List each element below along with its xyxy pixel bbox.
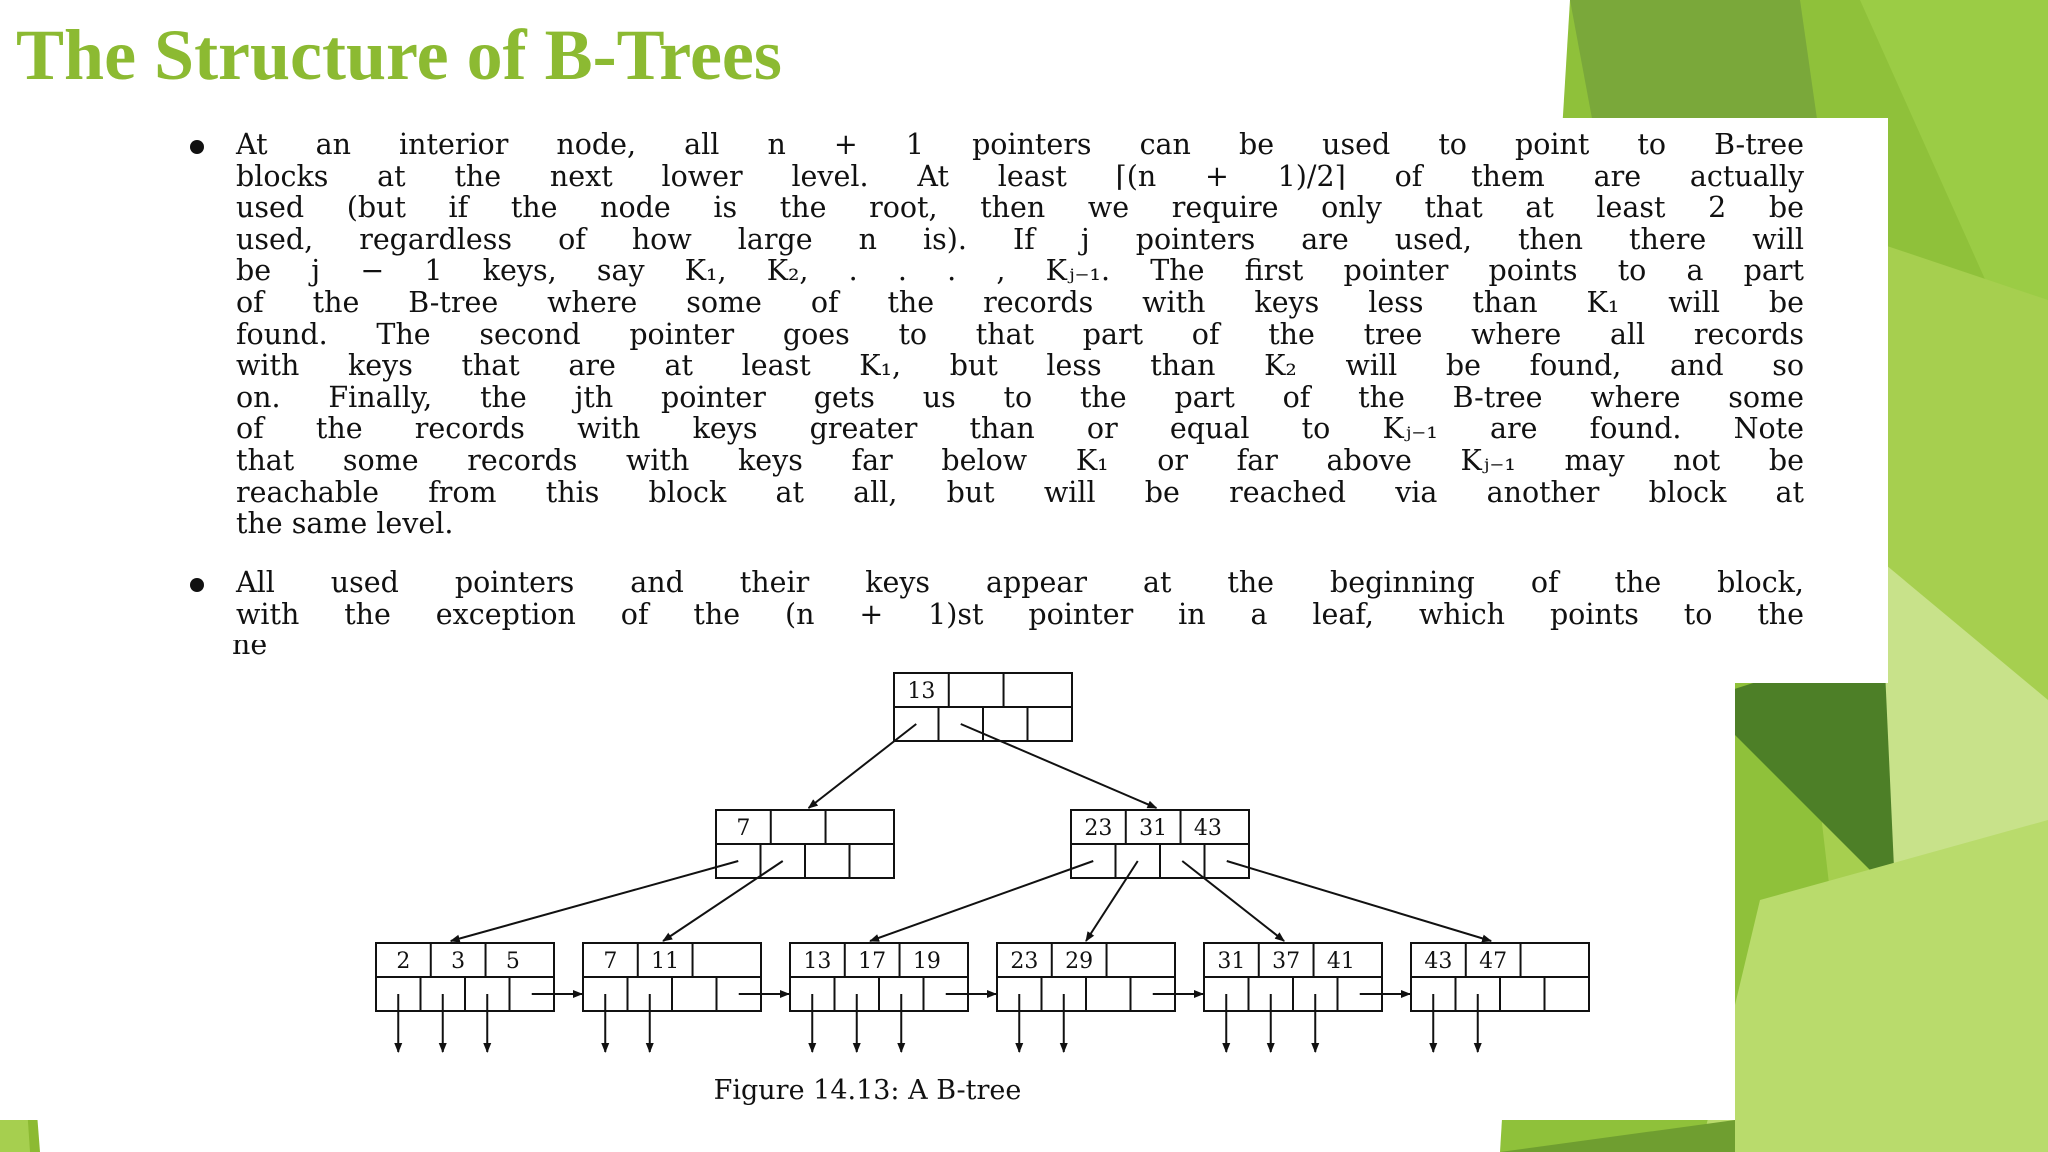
paragraph-line: found. The second pointer goes to that part of the tree where all records <box>236 317 1804 351</box>
leaf-node <box>376 943 554 1011</box>
node-key: 31 <box>1139 816 1168 841</box>
node-key: 43 <box>1193 816 1222 841</box>
node-key: 7 <box>603 949 618 974</box>
paragraph-line: the same level. <box>236 507 454 541</box>
figure-caption: Figure 14.13: A B-tree <box>713 1075 1022 1106</box>
node-key: 23 <box>1010 949 1039 974</box>
btree-figure <box>0 640 1735 1120</box>
paragraph-line: blocks at the next lower level. At least ⌈(n + 1)/2⌉ of them are actually <box>236 159 1804 193</box>
node-key: 23 <box>1084 816 1113 841</box>
node-key: 43 <box>1424 949 1453 974</box>
paragraph-line: used (but if the node is the root, then we require only that at least 2 be <box>236 191 1804 225</box>
node-key: 29 <box>1065 949 1094 974</box>
paragraph-line: reachable from this block at all, but will be reached via another block at <box>236 475 1804 509</box>
pointer-arrow <box>1227 861 1491 941</box>
leaf-node <box>790 943 968 1011</box>
interior-node <box>716 810 894 878</box>
bullet-paragraph-1 <box>236 129 1804 540</box>
cut-off-text: ne <box>232 640 268 660</box>
paragraph-line: on. Finally, the jth pointer gets us to the part of the B-tree where some <box>236 380 1804 414</box>
paragraph-line: with keys that are at least K₁, but less than K₂ will be found, and so <box>236 349 1804 383</box>
node-key: 7 <box>736 816 751 841</box>
root-node <box>894 673 1072 741</box>
paragraph-line: of the records with keys greater than or equal to Kⱼ₋₁ are found. Note <box>236 412 1804 446</box>
node-key: 13 <box>803 949 832 974</box>
bullet-paragraph-2 <box>236 567 1804 630</box>
paragraph-line: with the exception of the (n + 1)st pointer in a leaf, which points to the <box>236 597 1804 631</box>
paragraph-line: of the B-tree where some of the records with keys less than K₁ will be <box>236 285 1804 319</box>
node-key: 13 <box>907 679 936 704</box>
node-key: 31 <box>1217 949 1246 974</box>
node-key: 17 <box>858 949 887 974</box>
interior-node <box>1071 810 1249 878</box>
paragraph-line: that some records with keys far below K₁ or far above Kⱼ₋₁ may not be <box>236 443 1804 477</box>
paragraph-line: All used pointers and their keys appear at the beginning of the block, <box>236 566 1804 599</box>
leaf-node <box>997 943 1175 1011</box>
node-key: 5 <box>505 949 520 974</box>
slide-title: The Structure of B-Trees <box>16 15 782 95</box>
paragraph-line: be j − 1 keys, say K₁, K₂, . . . , Kⱼ₋₁. The first pointer points to a part <box>236 254 1804 288</box>
node-key: 3 <box>451 949 466 974</box>
node-key: 47 <box>1479 949 1508 974</box>
node-key: 19 <box>912 949 941 974</box>
leaf-node <box>583 943 761 1011</box>
paragraph-line: used, regardless of how large n is). If j pointers are used, then there will <box>236 222 1804 256</box>
pointer-arrow <box>870 861 1093 941</box>
leaf-node <box>1411 943 1589 1011</box>
leaf-node <box>1204 943 1382 1011</box>
node-key: 2 <box>396 949 411 974</box>
node-key: 11 <box>651 949 680 974</box>
node-key: 37 <box>1272 949 1301 974</box>
paragraph-line: At an interior node, all n + 1 pointers can be used to point to B-tree <box>236 128 1804 161</box>
node-key: 41 <box>1326 949 1355 974</box>
bullet-dot-2 <box>190 578 204 592</box>
pointer-arrow <box>809 724 917 808</box>
bullet-dot-1 <box>190 140 204 154</box>
pointer-arrow <box>451 861 738 941</box>
